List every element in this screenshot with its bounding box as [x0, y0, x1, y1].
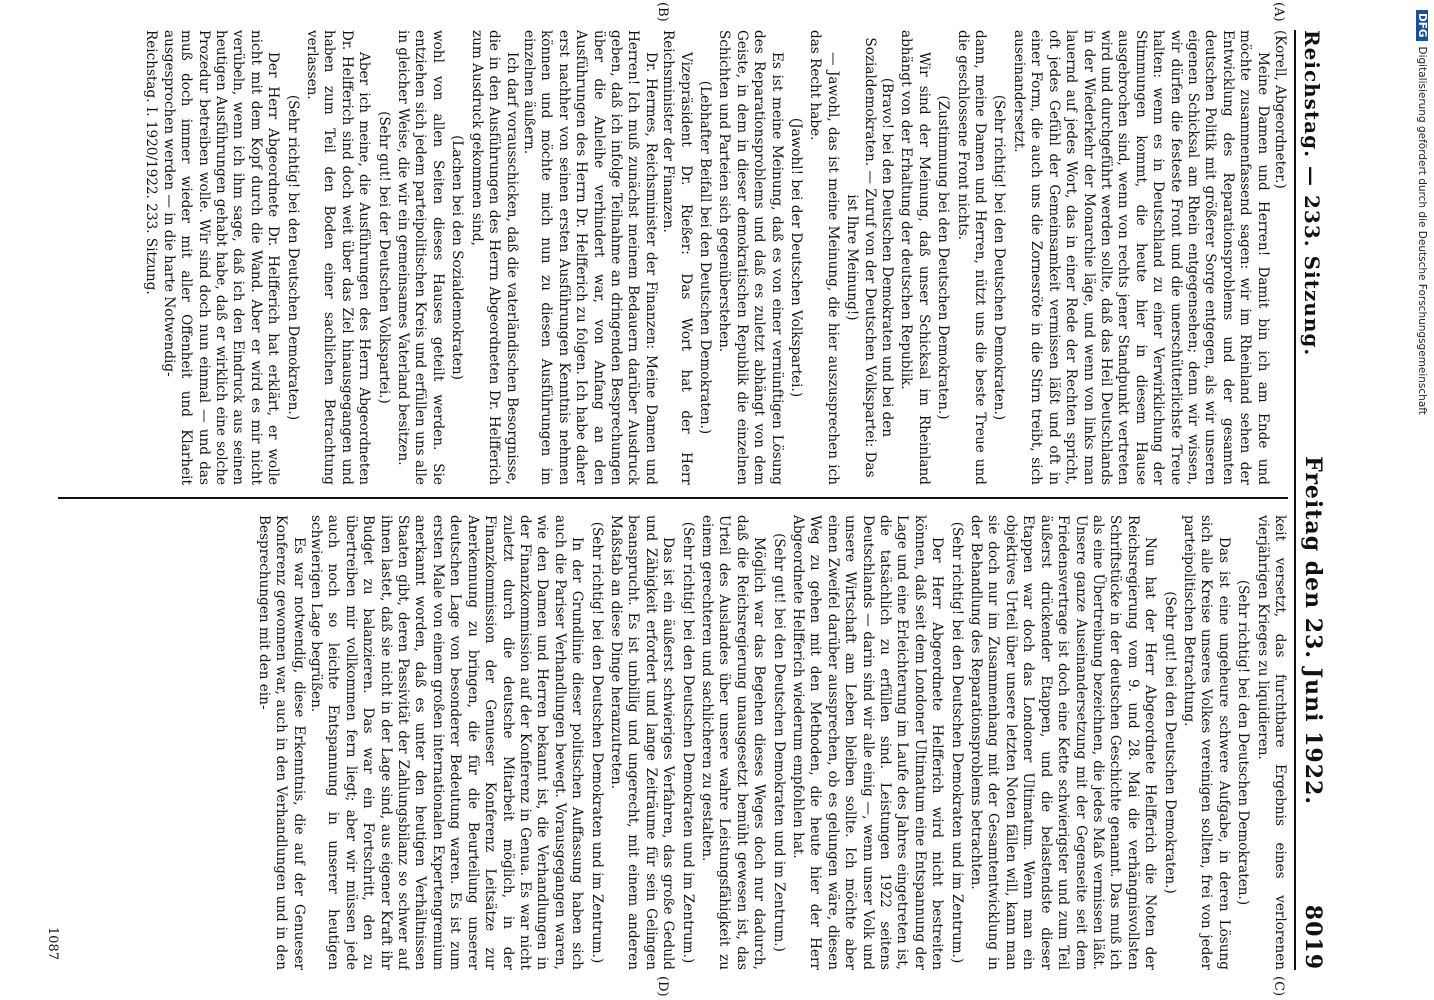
header-date: Freitag den 23. Juni 1922.	[1300, 456, 1326, 806]
paragraph: Nun hat der Herr Abgeordnete Helfferich die Noten der Reichsregierung vom 9. und 28. Mai die verhängnisvollsten Schriftstücke in der deutschen Geschichte genannt. Das muß ich als eine Übertreibung bezeichnen, die jedes Maß vermissen läßt. Unsere ganze Auseinandersetzung mit der Gegenseite seit dem Friedensvertrage ist doch eine Kette schwierigster und zum Teil äußerst drückender Etappen, und die belastendste dieser Etappen war doch das Londoner Ultimatum. Wenn man ein objektives Urteil über unsere letzten Noten fällen will, kann man sie doch nur im Zusammenhang mit der Gesamtentwicklung in der Behandlung des Reparationsproblems betrachten.	[968, 515, 1159, 970]
interjection: (Sehr gut! bei den Deutschen Demokraten und im Zentrum.)	[770, 533, 787, 952]
sheet-number: 1087	[45, 926, 60, 960]
marker-c: (C)	[1271, 976, 1286, 997]
header-rule	[1294, 30, 1296, 970]
header-left: Reichstag. — 233. Sitzung.	[1300, 30, 1324, 357]
paragraph: Aber ich meine, die Ausführungen des Herrn Abgeordneten Dr. Helfferich sind doch weit über das Ziel hinausgegangen und haben zum Teil den Boden einer sachlichen Betrachtung verlassen.	[304, 30, 373, 485]
interjection: (Sehr gut! bei der Deutschen Volkspartei.)	[375, 111, 392, 404]
interjection: (Sehr richtig! bei den Deutschen Demokraten und im Zentrum.)	[679, 521, 696, 964]
paragraph: Der Herr Abgeordnete Dr. Helfferich hat erklärt, er wolle nicht mit dem Kopf durch die Wand. Aber er wird es mir nicht verübeln, wenn ich ihm sage, daß ich den Eindruck aus seinen heutigen Ausführungen gehabt habe, daß er wirklich eine solche Prozedur betreiben wolle. Wir sind doch nun einmal — und das muß doch immer wieder mit aller Offenheit und Klarheit ausgesprochen werden — in die harte Notwendig-	[160, 30, 282, 485]
paragraph: — Jawohl, das ist meine Meinung, die hier auszusprechen ich das Recht habe.	[807, 30, 841, 485]
interjection: (Sehr gut! bei den Deutschen Demokraten.)	[1161, 591, 1178, 894]
interjection: (Sehr richtig! bei den Deutschen Demokraten.)	[991, 94, 1008, 421]
interjection: (Bravo! bei den Deutschen Demokraten und bei den Sozialdemokraten. — Zuruf von der Deutschen Volkspartei: Das ist Ihre Meinung!)	[844, 37, 896, 478]
paragraph: Dr. Hermes, Reichsminister der Finanzen: Meine Damen und Herren! Ich muß zunächst meinem Bedauern darüber Ausdruck geben, daß ich infolge Teilnahme an dringenden Besprechungen über die Anleihe verhindert war, von Anfang an den Ausführungen des Herrn Dr. Helfferich zu folgen. Ich habe daher erst nachher von seinen ersten Ausführungen Kenntnis nehmen können und möchte mich nun zu diesen Ausführungen im einzelnen äußern.	[520, 30, 659, 485]
paragraph: wohl von allen Seiten dieses Hauses geteilt werden. Sie entziehen sich jedem parteipolitischen Kreis und erfüllen uns alle in gleicher Weise, die wir ein gemeinsames Vaterland besitzen.	[395, 30, 446, 485]
page-header	[1300, 30, 1340, 970]
interjection: (Zustimmung bei den Deutschen Demokraten.)	[935, 95, 952, 420]
paragraph: Meine Damen und Herren! Damit bin ich am Ende und möchte zusammenfassend sagen: wir im Rheinland sehen der Entwicklung des Reparationsproblems und der gesamten deutschen Politik mit größerer Sorge entgegen, als wir unseren eigenen Schicksal am Rhein entgegensehen; denn wir wissen, wir dürfen die festeste Front und die unerschütterlichste Treue halten: wenn es in Deutschland zu einer Verwirklichung der Stimmungen kommt, die heute hier in diesem Hause ausgebrochen sind, wenn von rechts jener Standpunkt vertreten wird und durchgeführt werden sollte, daß das Heil Deutschlands in der Wiederkehr der Monarchie läge, und wenn von links man lauernd auf jedes Wort, das in einer Rede der Rechten spricht, oft jedes Gefühl der Gemeinsamkeit vermissen läßt und oft in einer Form, die auch uns die Zornesröte in die Stirn treibt, sich auseinandersetzt.	[1010, 30, 1271, 485]
left-column	[38, 30, 1288, 485]
right-column	[38, 515, 1288, 970]
paragraph: (Korell, Abgeordneter.)	[1272, 30, 1288, 189]
paragraph: Ich darf vorausschicken, daß die vaterländischen Besorgnisse, die in den Ausführungen des Herrn Abgeordneten Dr. Helfferich zum Ausdruck gekommen sind,	[468, 30, 520, 485]
interjection: (Jawohl! bei der Deutschen Volkspartei.)	[788, 117, 805, 398]
page-number: 8019	[1300, 904, 1326, 970]
paragraph: Der Herr Abgeordnete Helfferich wird nicht bestreiten können, daß seit dem Londoner Ultimatum eine Entspannung der Lage und eine Erleichterung im Laufe des Jahres eingetreten ist, die tatsächlich zu erfüllen sind. Leistungen 1922 seitens Deutschlands — darin sind wir alle einig —, wenn unser Volk und unsere Wirtschaft am Leben bleiben sollte. Ich möchte aber einen Zweifel darüber aussprechen, ob es gelungen wäre, diesen Weg zu gehen mit den Methoden, die heute hier der Herr Abgeordnete Helfferich wiederum empfohlen hat.	[790, 515, 946, 970]
interjection: (Lebhafter Beifall bei den Deutschen Demokraten.)	[697, 80, 713, 435]
interjection: (Lachen bei den Sozialdemokraten)	[449, 135, 466, 380]
marker-b: (B)	[655, 2, 670, 22]
paragraph: Möglich war das Begehen dieses Weges doch nur dadurch, daß die Reichsregierung unausgesetzt bemüht gewesen ist, das Urteil des Auslandes über unsere wahre Leistungsfähigkeit zu einem gerechteren und sachlicheren zu gestalten.	[699, 515, 768, 970]
margin-note	[1414, 10, 1428, 990]
paragraph: Reichstag. I. 1920/1922. 233. Sitzung.	[143, 30, 160, 295]
paragraph: Es ist meine Meinung, daß es von einer vernünftigen Lösung des Reparationsproblems und daß es zuletzt abhängt von dem Geiste, in dem in dieser demokratischen Republik die einzelnen Schichten und Parteien sich gegenüberstehen.	[716, 30, 785, 485]
paragraph: Es war notwendig, diese Erkenntnis, die auf der Genueser Konferenz gewonnen war, auch in den Verhandlungen und in den Besprechungen mit den ein-	[255, 515, 307, 970]
marker-d: (D)	[655, 976, 670, 997]
paragraph: Wir sind der Meinung, daß unser Schicksal im Rheinland abhängt von der Erhaltung der deutschen Republik.	[898, 30, 932, 485]
interjection: (Sehr richtig! bei den Deutschen Demokraten.)	[284, 94, 301, 421]
marker-a: (A)	[1271, 2, 1286, 22]
dfg-logo: DFG	[1416, 10, 1428, 41]
paragraph: Vizepräsident Dr. Rießer: Das Wort hat der Herr Reichsminister der Finanzen.	[660, 30, 694, 485]
column-divider	[58, 497, 1288, 499]
paragraph: In der Grundlinie dieser politischen Auffassung haben sich auch die Pariser Verhandlungen bewegt. Vorausgegangen waren, wie den Damen und Herren bekannt ist, die Verhandlungen in der Finanzkommission auf der Konferenz in Genua. Es war nicht zuletzt durch die deutsche Mitarbeit möglich, in der Finanzkommission der Genueser Konferenz Leitsätze zur Anerkennung zu bringen, die für die Beurteilung unserer deutschen Lage von besonderer Bedeutung waren. Es ist zum ersten Male von einem großen internationalen Expertengremium anerkannt worden, daß es unter den heutigen Verhältnissen Staaten gibt, deren Passivität der Zahlungsbilanz so schwer auf ihnen lastet, daß sie nicht in der Lage sind, aus eigener Kraft ihr Budget zu balanzieren. Das war ein Fortschritt, den zu übertreiben mir vollkommen fern liegt; aber wir müssen jede auch noch so leichte Entspannung in unserer heutigen schwierigen Lage begrüßen.	[308, 515, 586, 970]
paragraph: Das ist eine ungeheure schwere Aufgabe, in deren Lösung sich alle Kreise unseres Volkes vereinigen sollten, frei von jeder parteipolitischen Betrachtung.	[1180, 515, 1232, 970]
interjection: (Sehr richtig! bei den Deutschen Demokraten.)	[1235, 579, 1252, 906]
paragraph: dann, meine Damen und Herren, nützt uns die beste Treue und die geschlossene Front nichts.	[954, 30, 989, 485]
paragraph: Das ist ein äußerst schwieriges Verfahren, das große Geduld und Zähigkeit erfordert und lange Zeiträume für sein Gelingen beansprucht. Es ist unbillig und ungerecht, mit einem anderen Maßstab an diese Dinge heranzutreten.	[607, 515, 677, 970]
interjection: (Sehr richtig! bei den Deutschen Demokraten und im Zentrum.)	[588, 521, 605, 964]
paragraph: keit versetzt, das furchtbare Ergebnis eines verlorenen vierjährigen Krieges zu liquidieren.	[1254, 515, 1288, 970]
interjection: (Sehr richtig! bei den Deutschen Demokraten und im Zentrum.)	[948, 521, 965, 964]
funding-note: Digitalisierung gefördert durch die Deutsche Forschungsgemeinschaft	[1416, 46, 1428, 415]
